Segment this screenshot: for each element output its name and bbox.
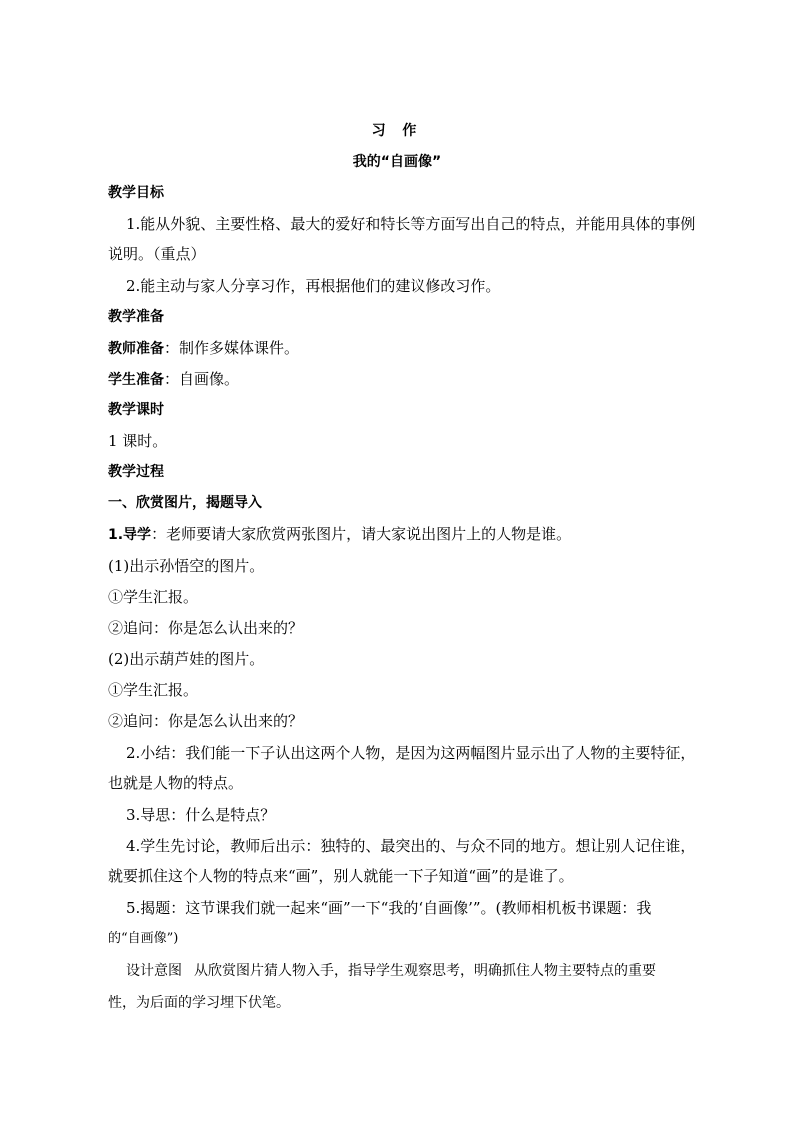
prep-teacher <box>108 338 708 359</box>
step-1-1: (1)出示孙悟空的图片。 <box>108 557 265 575</box>
step-1-1a: ①学生汇报。 <box>108 588 199 606</box>
page-subtitle: 我的“自画像” <box>352 154 442 170</box>
step-2-line-1: 2.小结：我们能一下子认出这两个人物，是因为这两幅图片显示出了人物的主要特征， <box>126 744 696 762</box>
prep-student <box>108 369 708 390</box>
section-1-heading: 一、欣赏图片，揭题导入 <box>108 495 262 511</box>
step-4-line-1: 4.学生先讨论，教师后出示：独特的、最突出的、与众不同的地方。想让别人记住谁， <box>126 837 696 855</box>
step-1-2a: ①学生汇报。 <box>108 681 199 699</box>
step-3: 3.导思：什么是特点？ <box>126 806 276 824</box>
heading-process: 教学过程 <box>108 464 164 480</box>
heading-goals: 教学目标 <box>108 185 164 201</box>
step-1-text: ：老师要请大家欣赏两张图片，请大家说出图片上的人物是谁。 <box>151 525 572 543</box>
goal-1-line-1: 1.能从外貌、主要性格、最大的爱好和特长等方面写出自己的特点，并能用具体的事例 <box>126 215 696 233</box>
goal-1-line-2: 说明。（重点） <box>108 245 206 263</box>
prep-teacher-text: ：制作多媒体课件。 <box>164 339 300 357</box>
step-1 <box>108 524 708 545</box>
prep-student-label: 学生准备 <box>108 372 164 388</box>
design-intent-line-2: 性，为后面的学习埋下伏笔。 <box>108 995 290 1011</box>
step-1-1b: ②追问：你是怎么认出来的？ <box>108 619 304 637</box>
hours: 1 课时。 <box>108 432 168 450</box>
heading-prep: 教学准备 <box>108 309 164 325</box>
design-intent-label: 设计意图 <box>126 963 182 979</box>
design-intent-text-1: 从欣赏图片猜人物入手，指导学生观察思考，明确抓住人物主要特点的重要 <box>194 963 656 979</box>
prep-student-text: ：自画像。 <box>164 370 240 388</box>
step-1-label: 1.导学 <box>108 527 152 543</box>
design-intent-line-1 <box>126 961 726 981</box>
step-4-line-2: 就要抓住这个人物的特点来“画”，别人就能一下子知道“画”的是谁了。 <box>108 867 574 885</box>
heading-hours: 教学课时 <box>108 402 164 418</box>
step-1-2b: ②追问：你是怎么认出来的？ <box>108 712 304 730</box>
goal-2: 2.能主动与家人分享习作，再根据他们的建议修改习作。 <box>126 277 501 295</box>
step-5-line-2: 的“自画像”) <box>108 931 179 946</box>
step-2-line-2: 也就是人物的特点。 <box>108 774 244 792</box>
step-1-2: (2)出示葫芦娃的图片。 <box>108 650 265 668</box>
prep-teacher-label: 教师准备 <box>108 341 164 357</box>
step-5-line-1: 5.揭题：这节课我们就一起来“画”一下“我的‘自画像’”。(教师相机板书课题：我 <box>126 899 652 917</box>
page-title: 习 作 <box>371 123 423 139</box>
